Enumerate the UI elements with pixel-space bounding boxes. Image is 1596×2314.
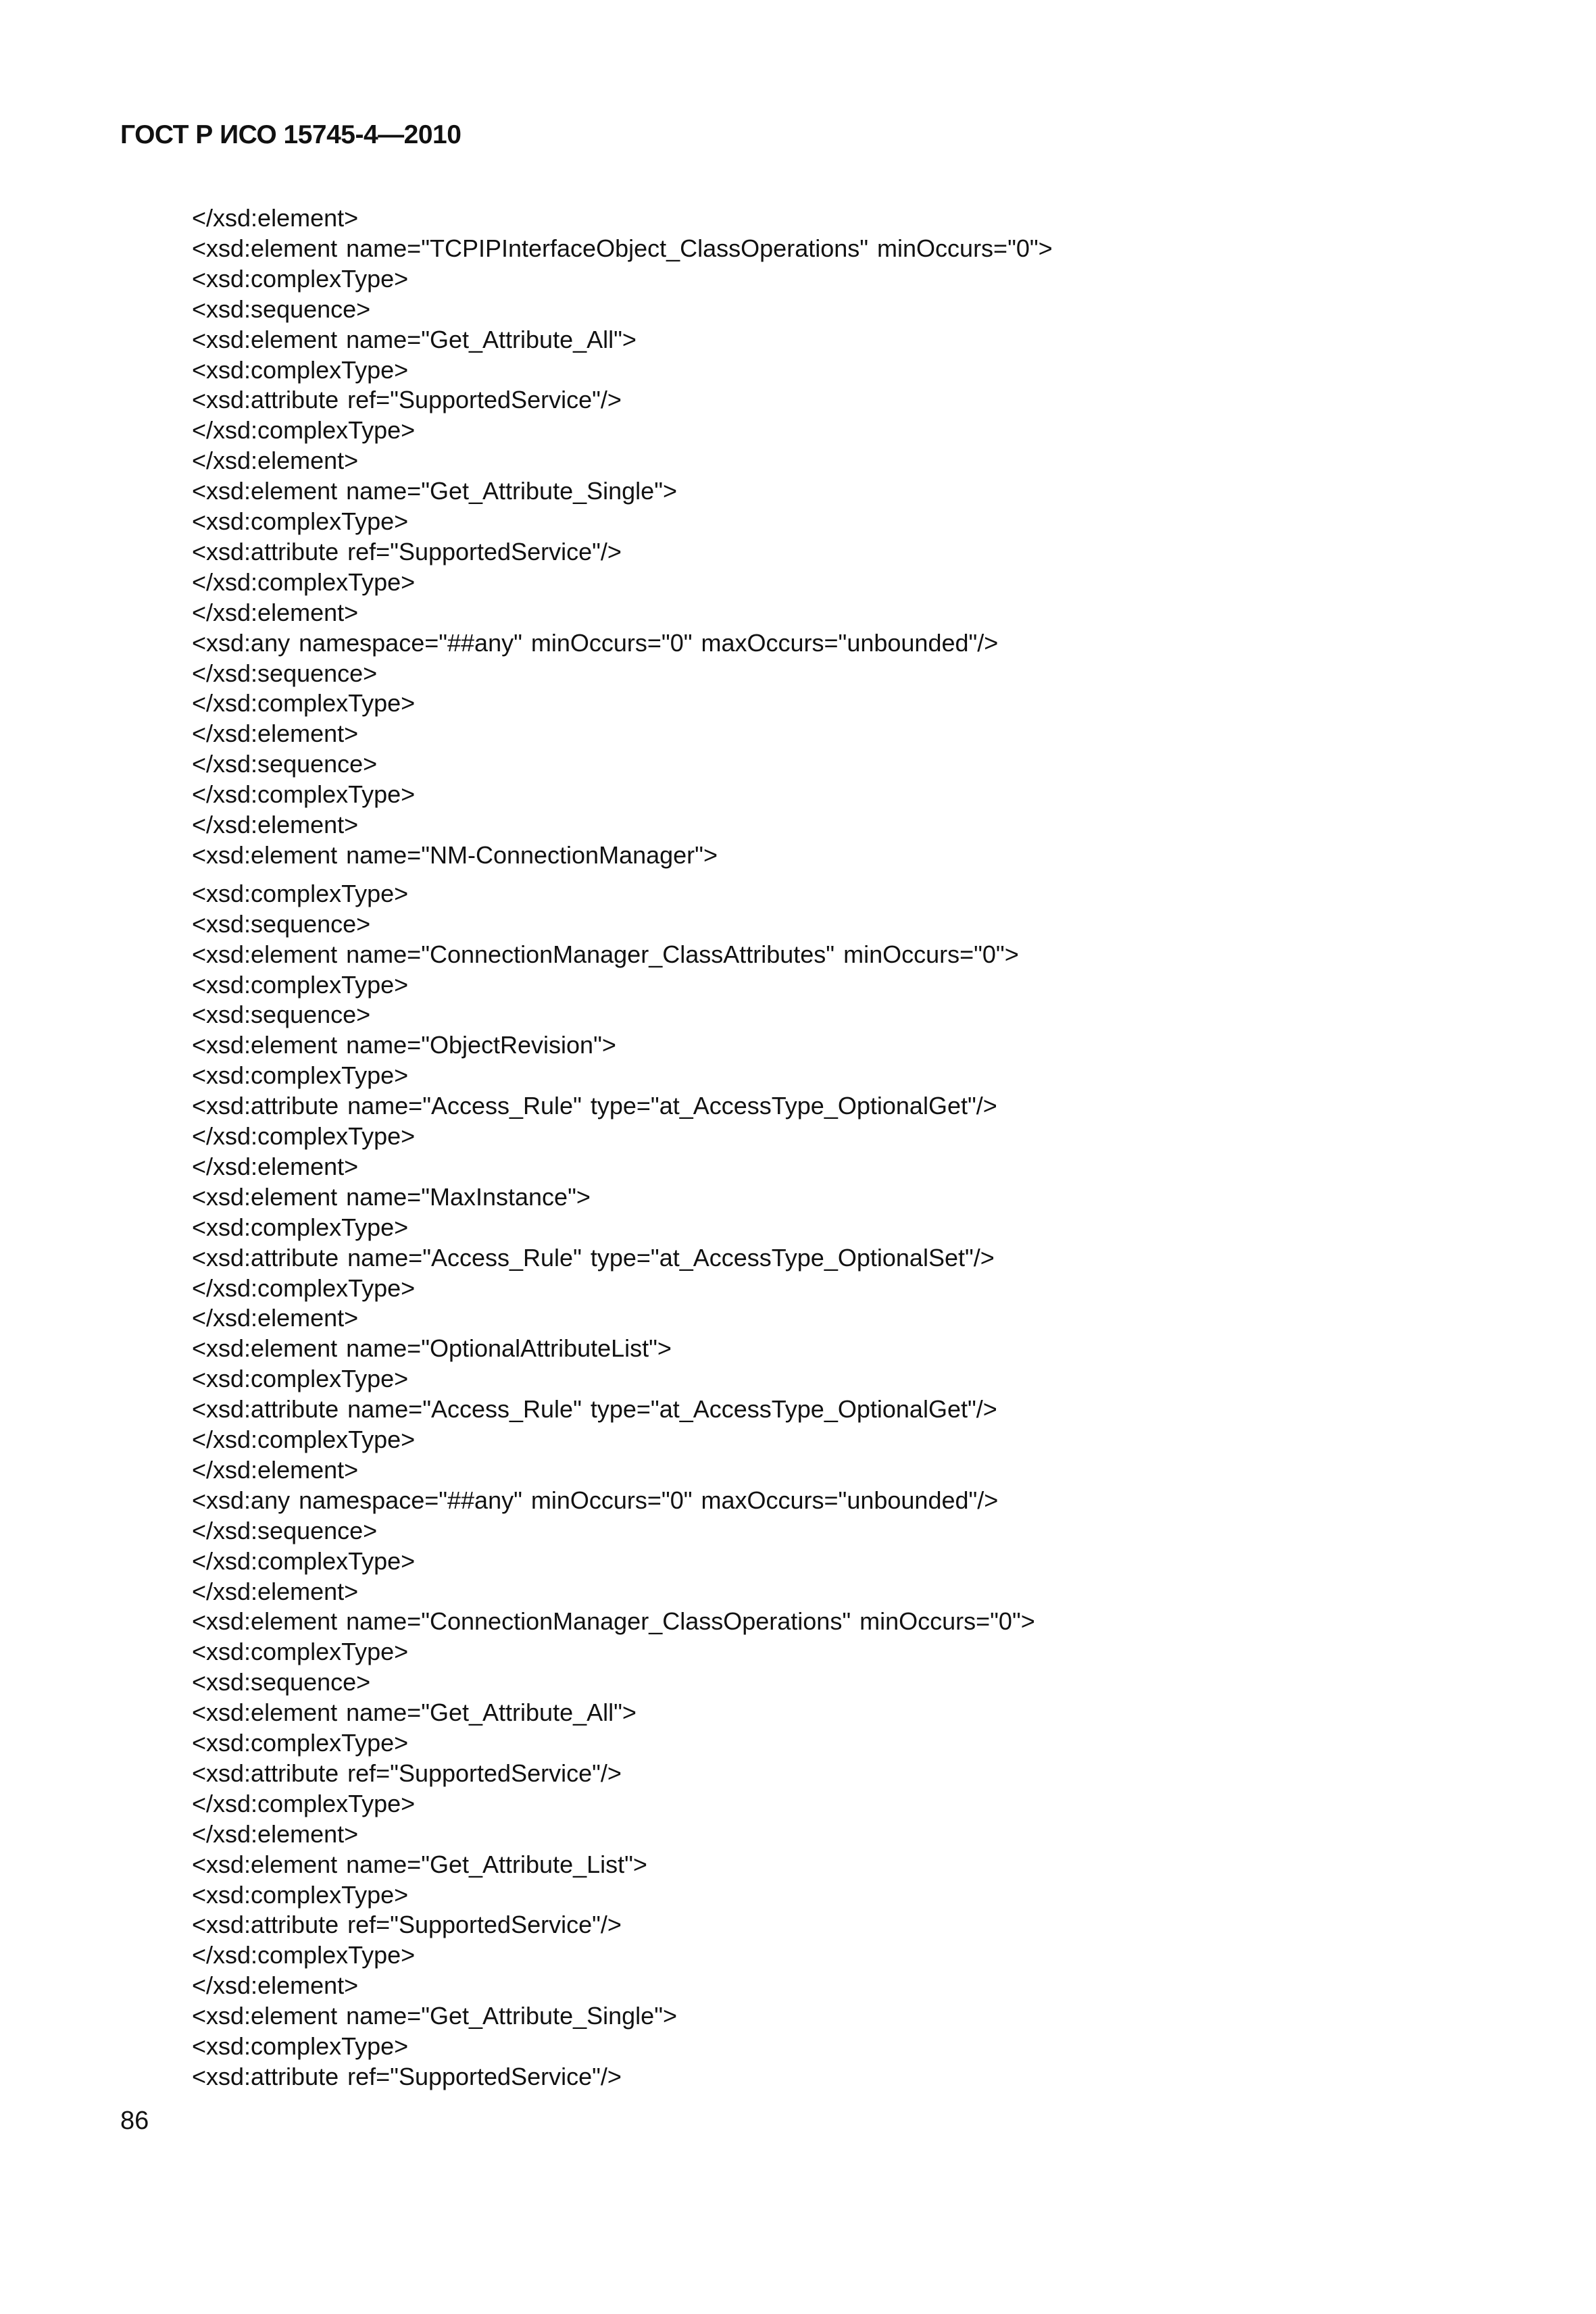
- code-line: </xsd:complexType>: [192, 1789, 416, 1817]
- code-line: <xsd:element name="OptionalAttributeList">: [192, 1334, 672, 1363]
- code-line: </xsd:element>: [192, 1152, 359, 1180]
- code-line: <xsd:complexType>: [192, 1729, 409, 1757]
- code-line: <xsd:complexType>: [192, 264, 409, 293]
- code-line: <xsd:complexType>: [192, 1061, 409, 1090]
- code-line: <xsd:sequence>: [192, 909, 371, 938]
- code-line: </xsd:element>: [192, 811, 359, 838]
- code-line: <xsd:complexType>: [192, 507, 409, 535]
- xsd-code-listing: [192, 204, 1476, 2096]
- code-line: <xsd:element name="Get_Attribute_Single">: [192, 477, 677, 505]
- code-line: <xsd:attribute name="Access_Rule" type="at_AccessType_OptionalSet"/>: [192, 1243, 995, 1272]
- code-line: </xsd:element>: [192, 447, 359, 475]
- code-line: <xsd:element name="ConnectionManager_ClassAttributes" minOccurs="0">: [192, 940, 1019, 968]
- code-line: </xsd:complexType>: [192, 1122, 416, 1150]
- code-line: </xsd:complexType>: [192, 1941, 416, 1969]
- code-line: <xsd:any namespace="##any" minOccurs="0" maxOccurs="unbounded"/>: [192, 628, 999, 657]
- code-line: <xsd:element name="TCPIPInterfaceObject_ClassOperations" minOccurs="0">: [192, 234, 1053, 262]
- code-line: </xsd:complexType>: [192, 1426, 416, 1453]
- code-line: <xsd:element name="ConnectionManager_ClassOperations" minOccurs="0">: [192, 1607, 1035, 1636]
- code-line: </xsd:complexType>: [192, 689, 416, 718]
- code-line: <xsd:sequence>: [192, 1001, 371, 1029]
- code-line: </xsd:sequence>: [192, 659, 378, 687]
- page-number: 86: [120, 2107, 149, 2135]
- code-line: <xsd:element name="Get_Attribute_All">: [192, 325, 637, 353]
- code-line: <xsd:element name="Get_Attribute_Single">: [192, 2002, 677, 2030]
- code-line: </xsd:element>: [192, 1577, 359, 1605]
- code-line: </xsd:element>: [192, 598, 359, 626]
- code-line: <xsd:complexType>: [192, 1638, 409, 1666]
- code-line: <xsd:complexType>: [192, 355, 409, 384]
- code-line: </xsd:complexType>: [192, 780, 416, 809]
- code-line: <xsd:attribute ref="SupportedService"/>: [192, 1759, 622, 1787]
- code-line: <xsd:attribute ref="SupportedService"/>: [192, 1911, 622, 1939]
- code-line: <xsd:attribute ref="SupportedService"/>: [192, 537, 622, 565]
- page-header-title: ГОСТ Р ИСО 15745-4—2010: [120, 120, 462, 149]
- code-line: </xsd:element>: [192, 720, 359, 748]
- code-line: </xsd:complexType>: [192, 1546, 416, 1575]
- code-line: <xsd:element name="Get_Attribute_All">: [192, 1699, 637, 1727]
- code-line: </xsd:element>: [192, 1971, 359, 2000]
- code-line: </xsd:sequence>: [192, 750, 378, 778]
- code-line: </xsd:complexType>: [192, 416, 416, 445]
- code-line: </xsd:element>: [192, 1455, 359, 1484]
- code-line: </xsd:complexType>: [192, 1274, 416, 1302]
- code-line: <xsd:attribute ref="SupportedService"/>: [192, 2062, 622, 2090]
- code-line: <xsd:complexType>: [192, 879, 409, 907]
- code-line: </xsd:element>: [192, 1819, 359, 1848]
- code-line: <xsd:attribute name="Access_Rule" type="at_AccessType_OptionalGet"/>: [192, 1092, 997, 1120]
- code-line: <xsd:sequence>: [192, 295, 371, 323]
- code-line: <xsd:complexType>: [192, 1880, 409, 1909]
- code-line: <xsd:element name="ObjectRevision">: [192, 1031, 616, 1059]
- code-line: <xsd:any namespace="##any" minOccurs="0" maxOccurs="unbounded"/>: [192, 1486, 999, 1514]
- code-line: <xsd:element name="MaxInstance">: [192, 1182, 591, 1211]
- code-line: </xsd:element>: [192, 1304, 359, 1332]
- code-line: <xsd:element name="NM-ConnectionManager">: [192, 840, 718, 869]
- code-line: <xsd:complexType>: [192, 1213, 409, 1241]
- code-line: <xsd:complexType>: [192, 1365, 409, 1393]
- code-line: </xsd:sequence>: [192, 1516, 378, 1544]
- code-line: <xsd:element name="Get_Attribute_List">: [192, 1850, 647, 1878]
- code-line: <xsd:complexType>: [192, 970, 409, 999]
- code-line: <xsd:complexType>: [192, 2032, 409, 2060]
- code-line: <xsd:attribute ref="SupportedService"/>: [192, 386, 622, 414]
- code-line: </xsd:element>: [192, 204, 359, 232]
- code-line: <xsd:attribute name="Access_Rule" type="at_AccessType_OptionalGet"/>: [192, 1395, 997, 1424]
- code-line: </xsd:complexType>: [192, 568, 416, 596]
- code-line: <xsd:sequence>: [192, 1668, 371, 1696]
